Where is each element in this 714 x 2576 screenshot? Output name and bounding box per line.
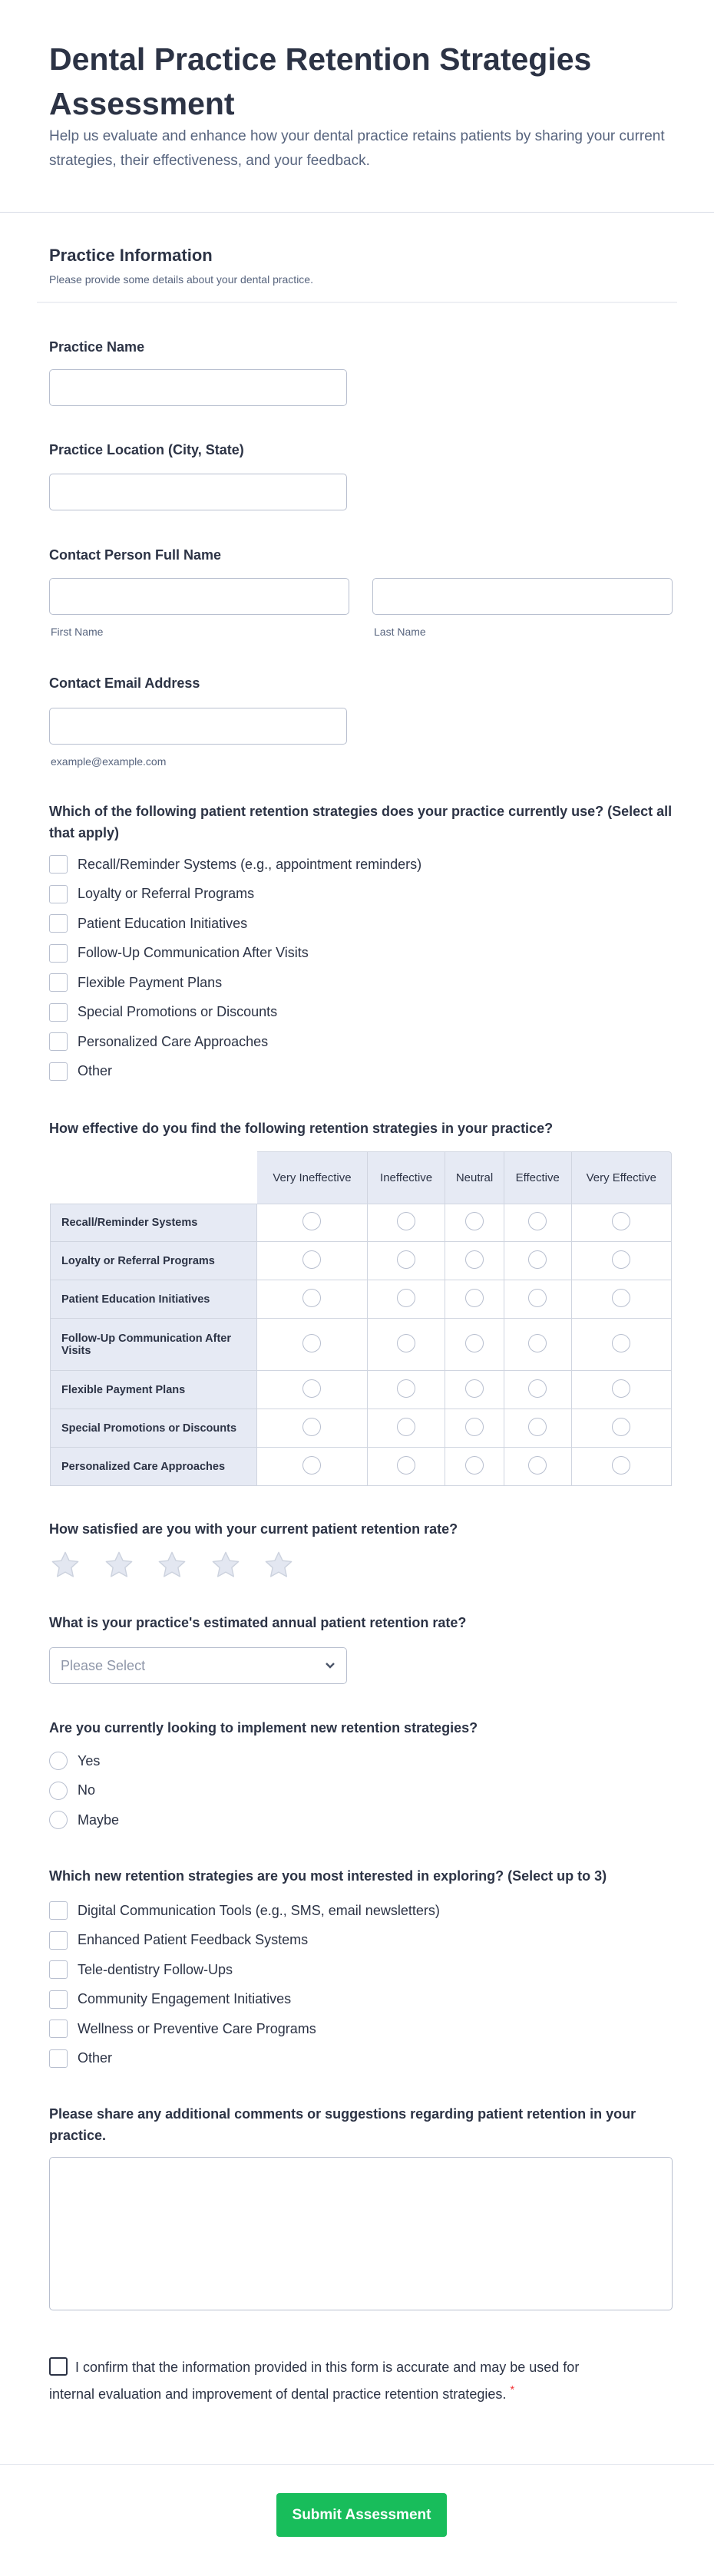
matrix-radio[interactable] (302, 1250, 321, 1269)
matrix-row (50, 1319, 672, 1371)
matrix-cell (445, 1204, 504, 1242)
matrix-radio[interactable] (397, 1379, 415, 1398)
matrix-radio[interactable] (528, 1418, 547, 1436)
matrix-column-header: Effective (504, 1151, 572, 1204)
practice-name-input[interactable] (49, 369, 347, 406)
page-description: Help us evaluate and enhance how your dental practice retains patients by sharing your current strategies, their effectiveness, and your feedback. (49, 128, 665, 169)
matrix-radio[interactable] (612, 1250, 630, 1269)
satisfaction-label: How satisfied are you with your current patient retention rate? (49, 1521, 458, 1537)
checkbox[interactable] (49, 973, 68, 992)
matrix-radio[interactable] (397, 1289, 415, 1307)
comments-textarea[interactable] (49, 2157, 673, 2310)
footer-divider (0, 2464, 714, 2465)
matrix-radio[interactable] (397, 1456, 415, 1475)
matrix-cell (257, 1280, 368, 1319)
matrix-cell (368, 1371, 445, 1409)
matrix-radio[interactable] (465, 1334, 484, 1352)
option-item[interactable] (49, 1808, 119, 1831)
matrix-cell (257, 1409, 368, 1448)
matrix-cell (572, 1280, 672, 1319)
option-label: Special Promotions or Discounts (78, 1004, 278, 1019)
matrix-row-label: Recall/Reminder Systems (50, 1204, 257, 1242)
confirm-block (49, 2356, 602, 2406)
matrix-radio[interactable] (528, 1212, 547, 1230)
location-label: Practice Location (City, State) (49, 442, 244, 457)
last-name-sublabel: Last Name (374, 626, 426, 638)
matrix-column-header: Ineffective (368, 1151, 445, 1204)
matrix-radio[interactable] (612, 1212, 630, 1230)
checkbox[interactable] (49, 1032, 68, 1051)
matrix-cell (504, 1319, 572, 1371)
matrix-radio[interactable] (528, 1379, 547, 1398)
matrix-radio[interactable] (397, 1212, 415, 1230)
option-item[interactable] (49, 1030, 268, 1053)
implement-label: Are you currently looking to implement new retention strategies? (49, 1720, 478, 1735)
radio-button[interactable] (49, 1752, 68, 1770)
star-icon[interactable] (103, 1549, 135, 1581)
matrix-cell (368, 1319, 445, 1371)
matrix-radio[interactable] (302, 1289, 321, 1307)
matrix-cell (572, 1204, 672, 1242)
retention-rate-label: What is your practice's estimated annual patient retention rate? (49, 1615, 467, 1630)
checkbox[interactable] (49, 855, 68, 874)
matrix-radio[interactable] (528, 1456, 547, 1475)
matrix-cell (257, 1204, 368, 1242)
option-label: Flexible Payment Plans (78, 974, 223, 990)
option-label: Other (78, 2050, 113, 2066)
matrix-row (50, 1204, 672, 1242)
option-label: Enhanced Patient Feedback Systems (78, 1932, 309, 1947)
matrix-radio[interactable] (302, 1418, 321, 1436)
option-item[interactable] (49, 1749, 100, 1772)
matrix-radio[interactable] (302, 1212, 321, 1230)
star-icon[interactable] (263, 1549, 295, 1581)
checkbox[interactable] (49, 944, 68, 963)
matrix-radio[interactable] (302, 1456, 321, 1475)
matrix-row-label: Special Promotions or Discounts (50, 1409, 257, 1448)
matrix-cell (572, 1448, 672, 1486)
option-item[interactable] (49, 942, 309, 965)
matrix-row-label: Personalized Care Approaches (50, 1448, 257, 1486)
first-name-input[interactable] (49, 578, 349, 615)
checkbox[interactable] (49, 2020, 68, 2038)
option-label: Patient Education Initiatives (78, 915, 248, 931)
checkbox[interactable] (49, 1931, 68, 1950)
radio-button[interactable] (49, 1782, 68, 1800)
matrix-row (50, 1448, 672, 1486)
option-label: Personalized Care Approaches (78, 1033, 269, 1049)
checkbox[interactable] (49, 1003, 68, 1022)
matrix-row (50, 1242, 672, 1280)
option-label: Community Engagement Initiatives (78, 1991, 292, 2006)
matrix-radio[interactable] (528, 1250, 547, 1269)
matrix-radio[interactable] (612, 1379, 630, 1398)
matrix-cell (504, 1280, 572, 1319)
first-name-sublabel: First Name (51, 626, 104, 638)
email-hint: example@example.com (51, 755, 167, 768)
option-label: Other (78, 1063, 113, 1078)
option-item[interactable] (49, 1001, 277, 1024)
star-icon[interactable] (210, 1549, 242, 1581)
matrix-cell (445, 1371, 504, 1409)
matrix-cell (572, 1409, 672, 1448)
matrix-radio[interactable] (465, 1379, 484, 1398)
matrix-radio[interactable] (612, 1289, 630, 1307)
matrix-cell (504, 1448, 572, 1486)
option-item[interactable] (49, 912, 247, 935)
retention-rate-select[interactable] (49, 1647, 347, 1684)
last-name-input[interactable] (372, 578, 673, 615)
current-strategies-label: Which of the following patient retention strategies does your practice currently use? (Select all that apply) (49, 804, 673, 841)
matrix-row (50, 1409, 672, 1448)
section-divider (37, 302, 677, 303)
option-label: Yes (78, 1752, 101, 1769)
matrix-row (50, 1371, 672, 1409)
matrix-column-header: Very Effective (572, 1151, 672, 1204)
matrix-cell (257, 1448, 368, 1486)
chevron-down-icon (325, 1662, 336, 1669)
submit-button[interactable]: Submit Assessment (276, 2493, 447, 2537)
matrix-cell (445, 1280, 504, 1319)
effectiveness-matrix (50, 1151, 672, 1486)
practice-name-label: Practice Name (49, 339, 145, 355)
option-label: No (78, 1782, 96, 1798)
matrix-row-label: Patient Education Initiatives (50, 1280, 257, 1319)
option-label: Loyalty or Referral Programs (78, 886, 255, 901)
checkbox[interactable] (49, 1062, 68, 1081)
matrix-cell (368, 1204, 445, 1242)
matrix-cell (504, 1242, 572, 1280)
required-marker: * (510, 2383, 515, 2396)
matrix-cell (368, 1448, 445, 1486)
matrix-cell (257, 1242, 368, 1280)
matrix-radio[interactable] (465, 1289, 484, 1307)
email-input[interactable] (49, 708, 347, 745)
option-label: Recall/Reminder Systems (e.g., appointment reminders) (78, 856, 422, 872)
matrix-cell (572, 1242, 672, 1280)
contact-label: Contact Person Full Name (49, 547, 222, 563)
option-item[interactable] (49, 1899, 440, 1922)
option-label: Wellness or Preventive Care Programs (78, 2020, 316, 2036)
section-subtitle: Please provide some details about your dental practice. (49, 273, 313, 286)
matrix-cell (257, 1371, 368, 1409)
checkbox[interactable] (49, 914, 68, 933)
matrix-cell (445, 1319, 504, 1371)
matrix-radio[interactable] (465, 1456, 484, 1475)
matrix-cell (445, 1242, 504, 1280)
matrix-cell (368, 1242, 445, 1280)
option-item[interactable] (49, 1958, 233, 1981)
matrix-radio[interactable] (397, 1250, 415, 1269)
matrix-radio[interactable] (465, 1250, 484, 1269)
matrix-radio[interactable] (465, 1212, 484, 1230)
matrix-row-label: Follow-Up Communication After Visits (50, 1319, 257, 1371)
option-label: Tele-dentistry Follow-Ups (78, 1961, 233, 1977)
matrix-radio[interactable] (528, 1289, 547, 1307)
matrix-radio[interactable] (528, 1334, 547, 1352)
matrix-cell (572, 1371, 672, 1409)
option-label: Digital Communication Tools (e.g., SMS, email newsletters) (78, 1902, 440, 1918)
matrix-cell (257, 1319, 368, 1371)
matrix-radio[interactable] (612, 1418, 630, 1436)
location-input[interactable] (49, 474, 347, 510)
matrix-radio[interactable] (397, 1418, 415, 1436)
option-item[interactable] (49, 1779, 95, 1802)
option-item[interactable] (49, 853, 421, 876)
matrix-radio[interactable] (397, 1334, 415, 1352)
checkbox[interactable] (49, 2049, 68, 2068)
option-label: Follow-Up Communication After Visits (78, 945, 309, 960)
checkbox[interactable] (49, 1960, 68, 1979)
matrix-cell (445, 1409, 504, 1448)
new-strategies-label: Which new retention strategies are you most interested in exploring? (Select up to 3) (49, 1868, 607, 1884)
star-icon[interactable] (156, 1549, 188, 1581)
option-item[interactable] (49, 1929, 308, 1952)
page-title: Dental Practice Retention Strategies Assessment (49, 41, 592, 121)
matrix-cell (504, 1409, 572, 1448)
checkbox[interactable] (49, 1990, 68, 2009)
matrix-cell (368, 1280, 445, 1319)
matrix-cell (504, 1371, 572, 1409)
checkbox[interactable] (49, 1901, 68, 1920)
radio-button[interactable] (49, 1811, 68, 1829)
option-item[interactable] (49, 1060, 112, 1083)
matrix-row-label: Loyalty or Referral Programs (50, 1242, 257, 1280)
checkbox[interactable] (49, 885, 68, 903)
matrix-cell (368, 1409, 445, 1448)
section-title: Practice Information (49, 246, 213, 265)
matrix-column-header: Neutral (445, 1151, 504, 1204)
select-placeholder: Please Select (61, 1657, 146, 1673)
matrix-cell (504, 1204, 572, 1242)
matrix-column-header: Very Ineffective (257, 1151, 368, 1204)
option-item[interactable] (49, 1988, 291, 2011)
matrix-cell (572, 1319, 672, 1371)
matrix-radio[interactable] (465, 1418, 484, 1436)
confirm-text: I confirm that the information provided in this form is accurate and may be used for internal evaluation and improvement of dental practice retention strategies. (49, 2360, 580, 2402)
effectiveness-label: How effective do you find the following retention strategies in your practice? (49, 1121, 554, 1136)
option-item[interactable] (49, 883, 254, 906)
option-item[interactable] (49, 971, 222, 994)
matrix-radio[interactable] (612, 1456, 630, 1475)
matrix-radio[interactable] (612, 1334, 630, 1352)
option-item[interactable] (49, 2047, 112, 2070)
matrix-row-label: Flexible Payment Plans (50, 1371, 257, 1409)
email-label: Contact Email Address (49, 675, 200, 691)
divider (0, 212, 714, 213)
matrix-cell (445, 1448, 504, 1486)
matrix-corner (50, 1151, 257, 1204)
star-icon[interactable] (49, 1549, 81, 1581)
confirm-checkbox[interactable] (49, 2357, 68, 2376)
matrix-row (50, 1280, 672, 1319)
comments-label: Please share any additional comments or suggestions regarding patient retention in your practice. (49, 2106, 636, 2143)
matrix-radio[interactable] (302, 1334, 321, 1352)
option-item[interactable] (49, 2017, 316, 2040)
matrix-radio[interactable] (302, 1379, 321, 1398)
option-label: Maybe (78, 1811, 120, 1828)
